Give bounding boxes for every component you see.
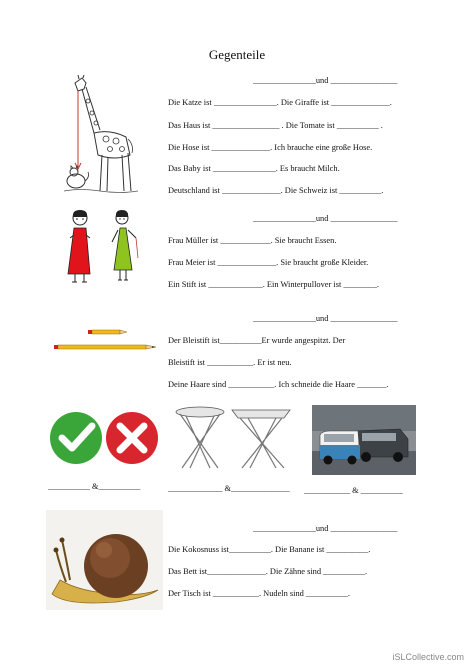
pair-line-3: ___________ & __________	[304, 486, 403, 495]
two-women-illustration	[60, 208, 155, 288]
pair-line-2: _____________ &______________	[168, 484, 290, 493]
exercise-line: Das Haus ist ________________ . Die Tomate ist __________ .	[168, 121, 383, 130]
exercise-line: Das Baby ist _______________. Es braucht Milch.	[168, 164, 340, 173]
check-icon	[50, 408, 102, 460]
watermark-footer: iSLCollective.com	[392, 652, 464, 662]
und-line-1: _______________und ________________	[253, 76, 398, 85]
und-line-4: _______________und ________________	[253, 524, 398, 533]
page-title: Gegenteile	[208, 47, 266, 62]
exercise-line: Der Bleistift ist__________Er wurde angespitzt. Der	[168, 336, 346, 345]
folding-tables-illustration	[172, 404, 296, 474]
exercise-line: Deine Haare sind ___________. Ich schneide die Haare _______.	[168, 380, 389, 389]
vehicles-photo	[312, 405, 416, 475]
exercise-line: Frau Meier ist ______________. Sie braucht große Kleider.	[168, 258, 369, 267]
exercise-line: Frau Müller ist ____________. Sie braucht Essen.	[168, 236, 337, 245]
giraffe-and-cat-illustration	[60, 75, 140, 197]
exercise-line: Die Hose ist ______________. Ich brauche eine große Hose.	[168, 143, 373, 152]
exercise-line: Die Katze ist _______________. Die Giraffe ist ______________.	[168, 98, 392, 107]
exercise-line: Deutschland ist ______________. Die Schweiz ist __________.	[168, 186, 384, 195]
exercise-line: Der Tisch ist ___________. Nudeln sind __________.	[168, 589, 350, 598]
pair-line-1: __________ &__________	[48, 482, 141, 491]
exercise-line: Das Bett ist______________. Die Zähne sind __________.	[168, 567, 368, 576]
exercise-line: Bleistift ist ___________. Er ist neu.	[168, 358, 292, 367]
exercise-line: Ein Stift ist _____________. Ein Winterpullover ist ________.	[168, 280, 379, 289]
cross-icon	[106, 408, 158, 460]
pencils-illustration	[52, 326, 162, 356]
und-line-2: _______________und ________________	[253, 214, 398, 223]
und-line-3: _______________und ________________	[253, 314, 398, 323]
exercise-line: Die Kokosnuss ist__________. Die Banane ist __________.	[168, 545, 371, 554]
snail-coconut-photo	[46, 510, 163, 610]
